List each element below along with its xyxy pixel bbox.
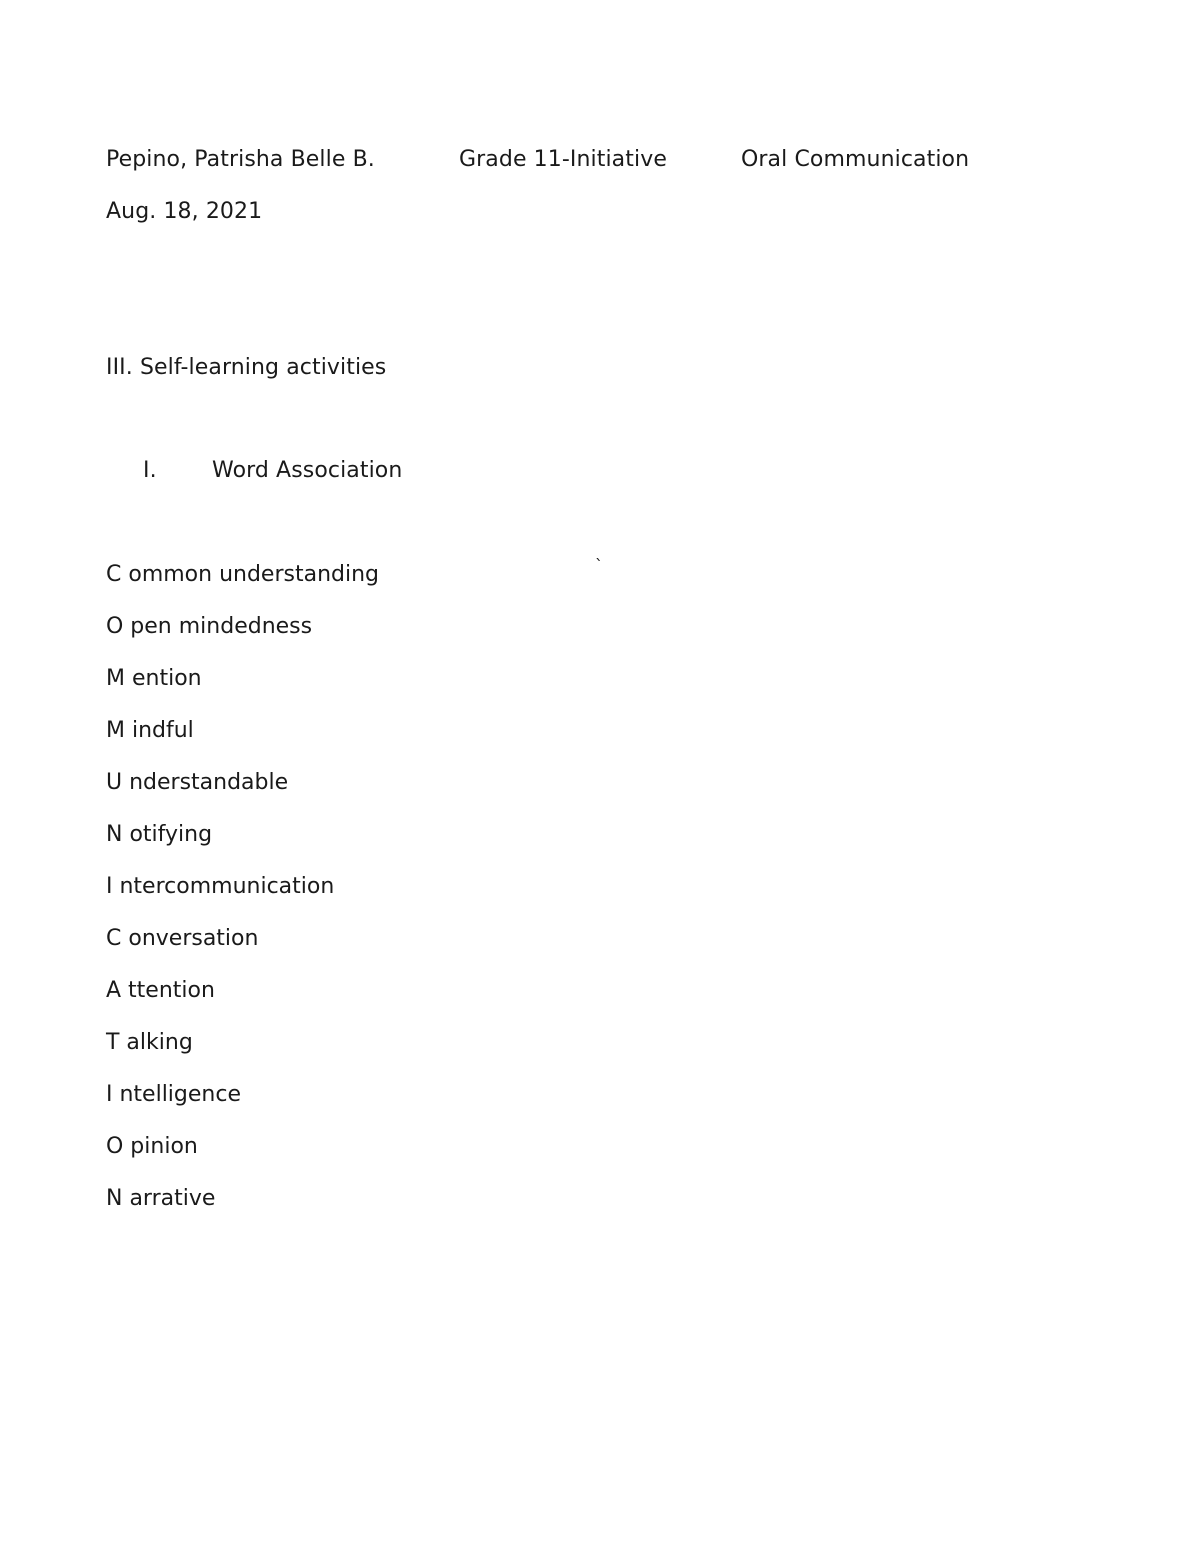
acrostic-line: M indful: [106, 718, 194, 743]
acrostic-line: A ttention: [106, 978, 215, 1003]
acrostic-line: O pinion: [106, 1134, 198, 1159]
acrostic-line: O pen mindedness: [106, 614, 313, 639]
acrostic-line: I ntercommunication: [106, 874, 335, 899]
student-name: Pepino, Patrisha Belle B.: [106, 147, 375, 172]
acrostic-list: [106, 561, 379, 1237]
subsection-title: Word Association: [212, 458, 403, 483]
subsection-number: I.: [143, 458, 157, 483]
acrostic-line: M ention: [106, 666, 202, 691]
subject-name: Oral Communication: [741, 147, 970, 172]
stray-mark: `: [595, 556, 603, 575]
grade-section: Grade 11-Initiative: [459, 147, 667, 172]
acrostic-line: N otifying: [106, 822, 213, 847]
acrostic-line: I ntelligence: [106, 1082, 241, 1107]
acrostic-line: N arrative: [106, 1186, 216, 1211]
acrostic-line: C ommon understanding: [106, 562, 380, 587]
acrostic-line: C onversation: [106, 926, 259, 951]
acrostic-line: U nderstandable: [106, 770, 289, 795]
section-title: III. Self-learning activities: [106, 355, 387, 380]
acrostic-line: T alking: [106, 1030, 193, 1055]
document-date: Aug. 18, 2021: [106, 199, 263, 224]
